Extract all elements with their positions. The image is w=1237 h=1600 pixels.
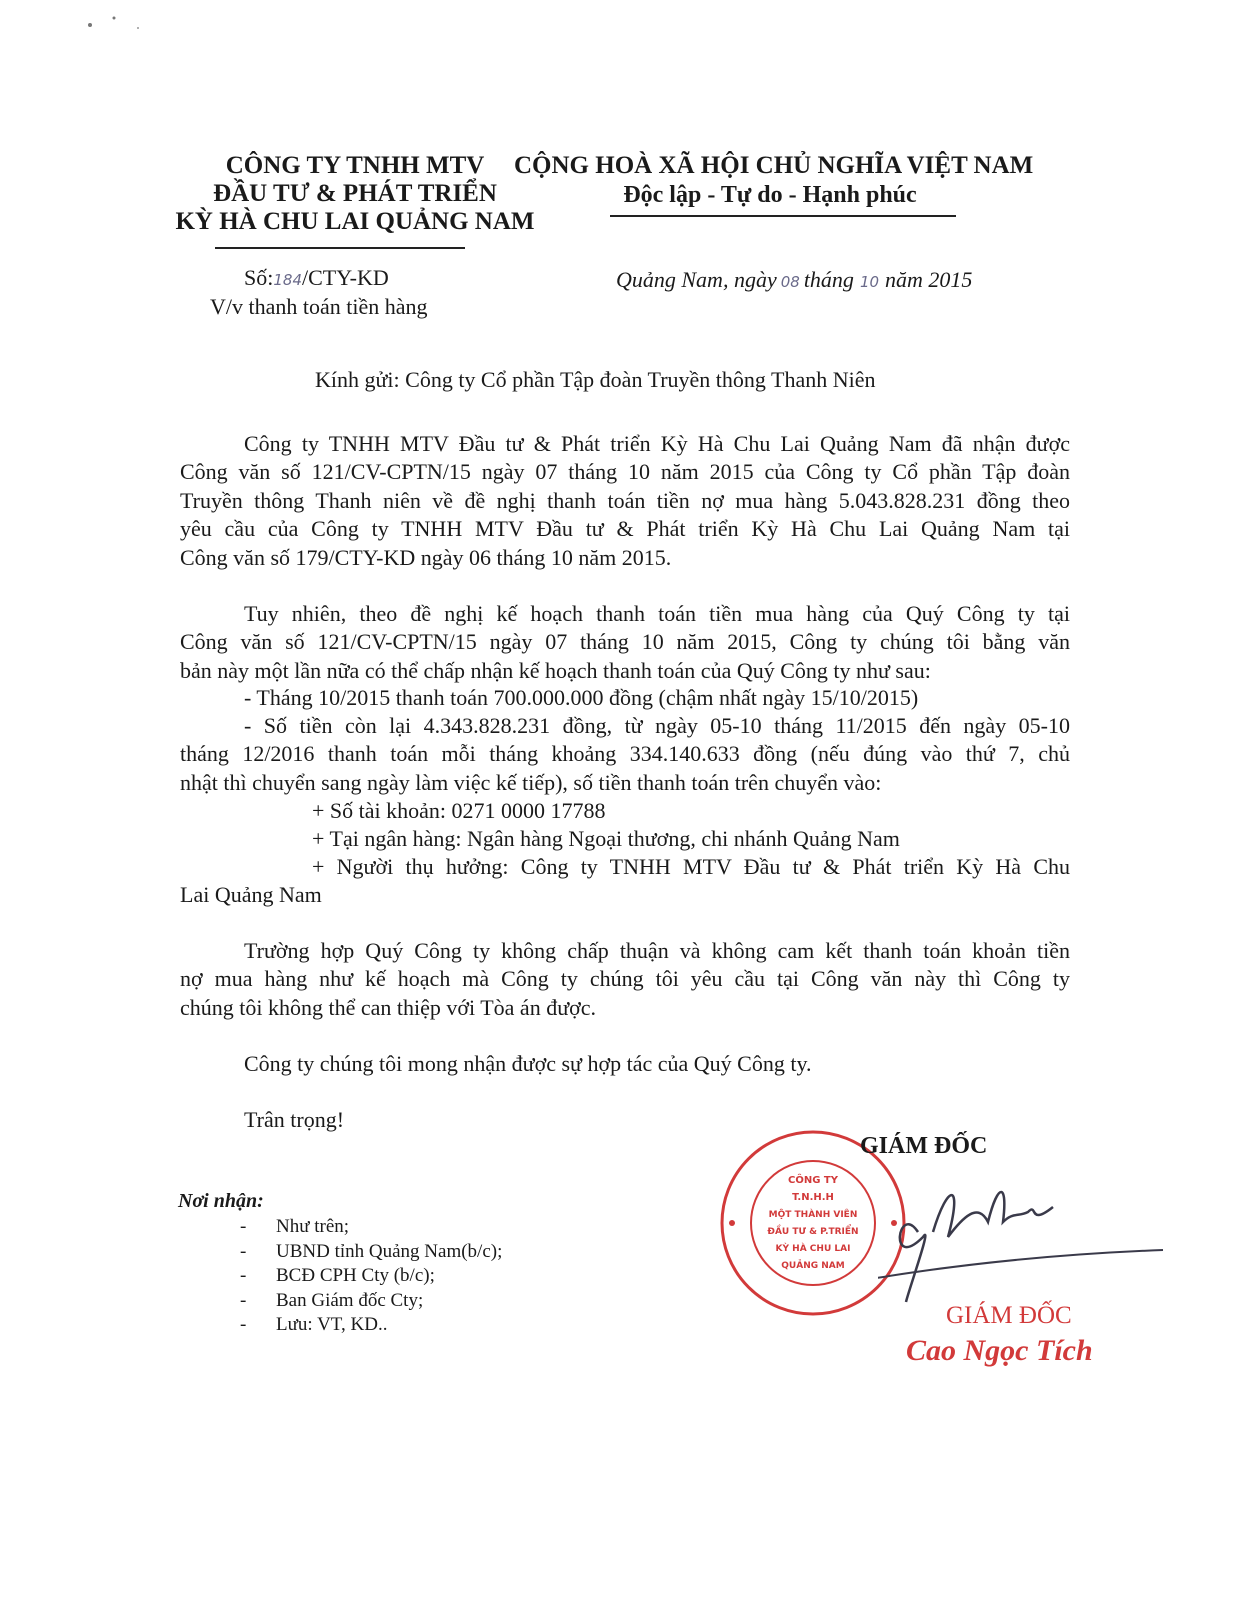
signer-role: GIÁM ĐỐC: [860, 1133, 988, 1159]
document-date: [616, 266, 972, 296]
stamp-signer-role: GIÁM ĐỐC: [946, 1302, 1072, 1329]
bank-name: + Tại ngân hàng: Ngân hàng Ngoại thương, chi nhánh Quảng Nam: [312, 826, 900, 851]
recipient-item: - UBND tỉnh Quảng Nam(b/c);: [240, 1240, 503, 1262]
paragraph-1-line: Công văn số 121/CV-CPTN/15 ngày 07 tháng 10 năm 2015 của Công ty Cổ phần Tập đoàn: [180, 459, 1070, 485]
payment-item-2-line: tháng 12/2016 thanh toán mỗi tháng khoảng 334.140.633 đồng (nếu đúng vào thứ 7, chủ: [180, 741, 1070, 767]
payment-item-2-line: - Số tiền còn lại 4.343.828.231 đồng, từ ngày 05-10 tháng 11/2015 đến ngày 05-10: [244, 713, 1070, 738]
company-underline: [215, 247, 465, 249]
paragraph-1-line: Truyền thông Thanh niên về đề nghị thanh toán tiền nợ mua hàng 5.043.828.231 đồng theo: [180, 487, 1070, 513]
paragraph-3: [180, 937, 1070, 1022]
company-name: [160, 152, 550, 236]
stamp-line: QUẢNG NAM: [781, 1261, 845, 1271]
company-line-2: ĐẦU TƯ & PHÁT TRIỂN: [213, 180, 497, 207]
paragraph-4: Công ty chúng tôi mong nhận được sự hợp tác của Quý Công ty.: [244, 1051, 812, 1076]
beneficiary: [180, 853, 1070, 910]
scan-specks: [84, 14, 144, 34]
recipient-item: - BCĐ CPH Cty (b/c);: [240, 1265, 435, 1286]
company-line-3: KỲ HÀ CHU LAI QUẢNG NAM: [175, 208, 535, 235]
stamp-line: CÔNG TY: [788, 1175, 838, 1186]
paragraph-2-line: Công văn số 121/CV-CPTN/15 ngày 07 tháng 10 năm 2015, Công ty chúng tôi bằng văn: [180, 629, 1070, 655]
number-handwritten: 184: [273, 271, 302, 289]
salutation: Kính gửi: Công ty Cổ phần Tập đoàn Truyền thông Thanh Niên: [315, 367, 876, 392]
company-line-1: CÔNG TY TNHH MTV: [225, 152, 485, 179]
paragraph-2: [180, 600, 1070, 685]
signature-icon: [878, 1162, 1178, 1322]
stamp-line: ĐẦU TƯ & P.TRIỂN: [767, 1227, 859, 1237]
date-year: năm 2015: [885, 267, 973, 292]
number-prefix: Số:: [244, 265, 274, 290]
date-day: 08: [780, 273, 800, 291]
paragraph-1-line: Công văn số 179/CTY-KD ngày 06 tháng 10 năm 2015.: [180, 544, 672, 570]
beneficiary-line: + Người thụ hưởng: Công ty TNHH MTV Đầu tư & Phát triển Kỳ Hà Chu: [312, 854, 1070, 879]
paragraph-2-line: Tuy nhiên, theo đề nghị kế hoạch thanh toán tiền mua hàng của Quý Công ty tại: [244, 601, 1070, 626]
date-month-word: tháng: [803, 267, 854, 292]
paragraph-1: [180, 430, 1070, 572]
paragraph-3-line: nợ mua hàng như kế hoạch mà Công ty chúng tôi yêu cầu tại Công văn này thì Công ty: [180, 966, 1070, 992]
recipient-item: - Ban Giám đốc Cty;: [240, 1289, 424, 1311]
number-suffix: /CTY-KD: [302, 265, 389, 290]
stamp-line: KỲ HÀ CHU LAI: [775, 1244, 851, 1254]
paragraph-1-line: Công ty TNHH MTV Đầu tư & Phát triển Kỳ Hà Chu Lai Quảng Nam đã nhận được: [244, 431, 1070, 456]
payment-item-2: [180, 712, 1070, 797]
recipients-title: Nơi nhận:: [178, 1190, 264, 1212]
stamp-line: T.N.H.H: [792, 1192, 834, 1203]
document-number: [244, 264, 389, 294]
signer-name: Cao Ngọc Tích: [906, 1334, 1093, 1367]
payment-item-1: - Tháng 10/2015 thanh toán 700.000.000 đồng (chậm nhất ngày 15/10/2015): [244, 685, 919, 710]
paragraph-3-line: chúng tôi không thể can thiệp với Tòa án được.: [180, 994, 597, 1020]
paragraph-2-line: bản này một lần nữa có thể chấp nhận kế hoạch thanh toán của Quý Công ty như sau:: [180, 657, 931, 683]
bank-account: + Số tài khoản: 0271 0000 17788: [312, 798, 606, 823]
motto-underline: [610, 215, 956, 217]
recipient-item: - Lưu: VT, KD..: [240, 1314, 388, 1335]
stamp-line: MỘT THÀNH VIÊN: [768, 1210, 858, 1220]
payment-item-2-line: nhật thì chuyển sang ngày làm việc kế tiếp), số tiền thanh toán trên chuyển vào:: [180, 769, 882, 795]
date-place: Quảng Nam, ngày: [616, 267, 777, 292]
recipient-item: - Như trên;: [240, 1216, 350, 1237]
document-subject: V/v thanh toán tiền hàng: [210, 294, 428, 319]
beneficiary-line: Lai Quảng Nam: [180, 882, 322, 908]
recipients-list: [240, 1215, 502, 1338]
nation-title: CỘNG HOÀ XÃ HỘI CHỦ NGHĨA VIỆT NAM: [514, 152, 1034, 179]
paragraph-3-line: Trường hợp Quý Công ty không chấp thuận và không cam kết thanh toán khoản tiền: [244, 938, 1070, 963]
date-month: 10: [859, 273, 880, 291]
motto: Độc lập - Tự do - Hạnh phúc: [623, 182, 917, 208]
closing: Trân trọng!: [244, 1107, 345, 1132]
paragraph-1-line: yêu cầu của Công ty TNHH MTV Đầu tư & Phát triển Kỳ Hà Chu Lai Quảng Nam tại: [180, 516, 1070, 542]
